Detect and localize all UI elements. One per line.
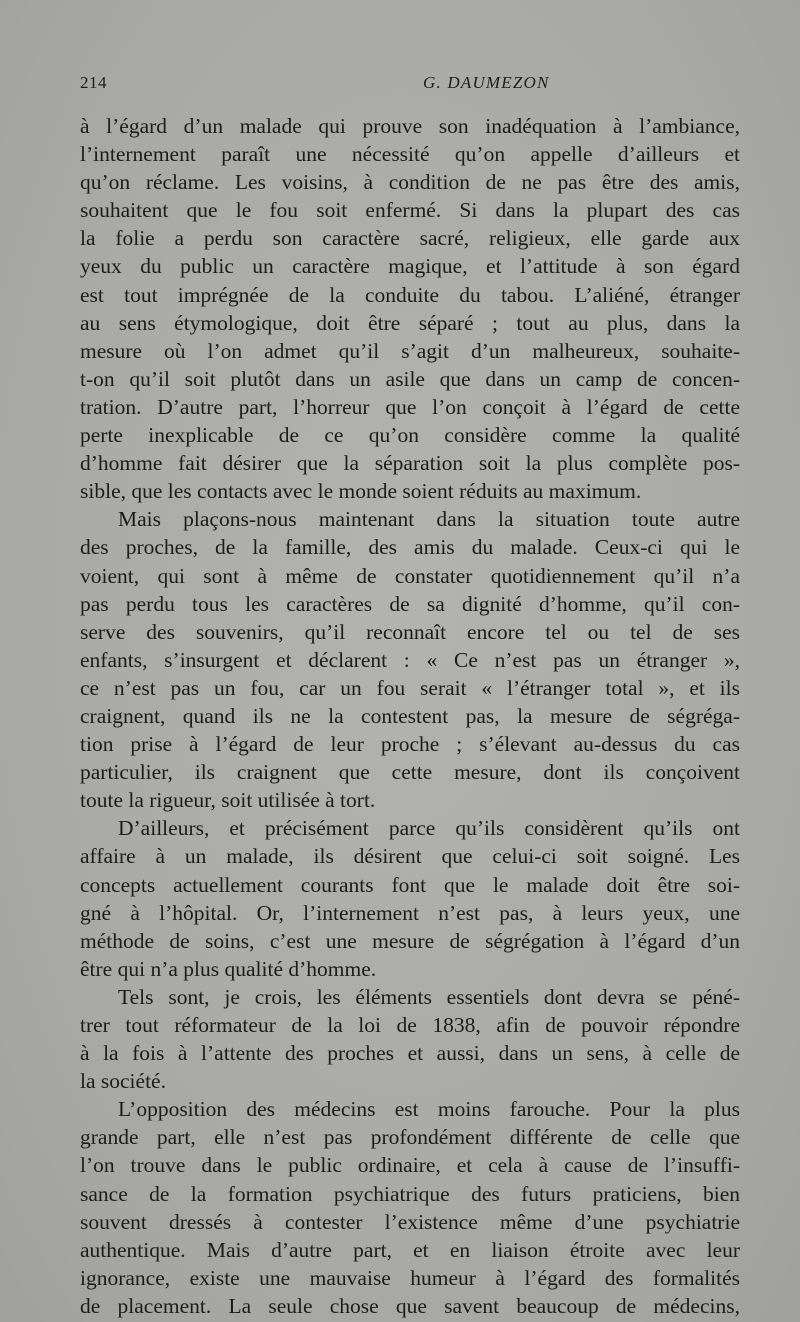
text-line: authentique. Mais d’autre part, et en liaison étroite avec leur (80, 1237, 740, 1262)
text-line: voient, qui sont à même de constater quotidiennement qu’il n’a (80, 563, 740, 588)
text-line: Tels sont, je crois, les éléments essentiels dont devra se péné- (118, 984, 740, 1009)
text-line: sance de la formation psychiatrique des futurs praticiens, bien (80, 1181, 740, 1206)
text-line: mesure où l’on admet qu’il s’agit d’un malheureux, souhaite- (80, 338, 740, 363)
text-line: l’on trouve dans le public ordinaire, et cela à cause de l’insuffi- (80, 1153, 740, 1178)
text-line: enfants, s’insurgent et déclarent : « Ce n’est pas un étranger », (80, 647, 740, 672)
text-line: toute la rigueur, soit utilisée à tort. (80, 788, 376, 813)
text-line: de placement. La seule chose que savent beaucoup de médecins, (80, 1293, 740, 1318)
text-line: à l’égard d’un malade qui prouve son inadéquation à l’ambiance, (80, 114, 740, 138)
text-line: tration. D’autre part, l’horreur que l’on conçoit à l’égard de cette (80, 394, 740, 419)
text-line: serve des souvenirs, qu’il reconnaît encore tel ou tel de ses (80, 619, 740, 644)
text-line: être qui n’a plus qualité d’homme. (80, 956, 377, 981)
running-head: G. DAUMEZON (423, 73, 550, 92)
text-line: souhaitent que le fou soit enfermé. Si dans la plupart des cas (80, 198, 740, 223)
text-line: grande part, elle n’est pas profondément différente de celle que (80, 1125, 740, 1150)
text-line: particulier, ils craignent que cette mesure, dont ils conçoivent (80, 760, 740, 785)
text-line: t-on qu’il soit plutôt dans un asile que dans un camp de concen- (80, 366, 740, 391)
text-line: Mais plaçons-nous maintenant dans la situation toute autre (118, 507, 740, 532)
text-line: sible, que les contacts avec le monde soient réduits au maximum. (80, 479, 642, 504)
text-line: à la fois à l’attente des proches et aussi, dans un sens, à celle de (80, 1041, 740, 1066)
text-line: l’internement paraît une nécessité qu’on appelle d’ailleurs et (80, 142, 740, 167)
text-line: concepts actuellement courants font que le malade doit être soi- (80, 872, 740, 897)
text-line: affaire à un malade, ils désirent que celui-ci soit soigné. Les (80, 844, 740, 869)
text-line: L’opposition des médecins est moins farouche. Pour la plus (118, 1097, 740, 1122)
text-line: au sens étymologique, doit être séparé ; tout au plus, dans la (80, 310, 740, 335)
text-line: des proches, de la famille, des amis du malade. Ceux-ci qui le (80, 535, 740, 560)
text-line: craignent, quand ils ne la contestent pas, la mesure de ségréga- (80, 703, 740, 728)
text-line: d’homme fait désirer que la séparation soit la plus complète pos- (80, 451, 740, 476)
text-line: qu’on réclame. Les voisins, à condition de ne pas être des amis, (80, 170, 740, 195)
page-header (80, 73, 740, 99)
page-number: 214 (80, 73, 107, 92)
text-line: perte inexplicable de ce qu’on considère comme la qualité (80, 423, 740, 448)
text-line: la société. (80, 1069, 166, 1094)
text-line: yeux du public un caractère magique, et l’attitude à son égard (80, 254, 740, 279)
text-line: pas perdu tous les caractères de sa dignité d’homme, qu’il con- (80, 591, 740, 616)
body-text (80, 112, 740, 1320)
text-line: gné à l’hôpital. Or, l’internement n’est pas, à leurs yeux, une (80, 900, 740, 925)
text-line: souvent dressés à contester l’existence même d’une psychiatrie (80, 1209, 740, 1234)
text-line: ce n’est pas un fou, car un fou serait « l’étranger total », et ils (80, 675, 740, 700)
text-line: ignorance, existe une mauvaise humeur à l’égard des formalités (80, 1265, 740, 1290)
text-line: D’ailleurs, et précisément parce qu’ils considèrent qu’ils ont (118, 816, 740, 841)
text-line: trer tout réformateur de la loi de 1838, afin de pouvoir répondre (80, 1013, 740, 1037)
text-line: méthode de soins, c’est une mesure de ségrégation à l’égard d’un (80, 928, 740, 953)
text-line: la folie a perdu son caractère sacré, religieux, elle garde aux (80, 226, 740, 251)
text-line: tion prise à l’égard de leur proche ; s’élevant au-dessus du cas (80, 732, 740, 757)
text-line: est tout imprégnée de la conduite du tabou. L’aliéné, étranger (80, 282, 740, 307)
